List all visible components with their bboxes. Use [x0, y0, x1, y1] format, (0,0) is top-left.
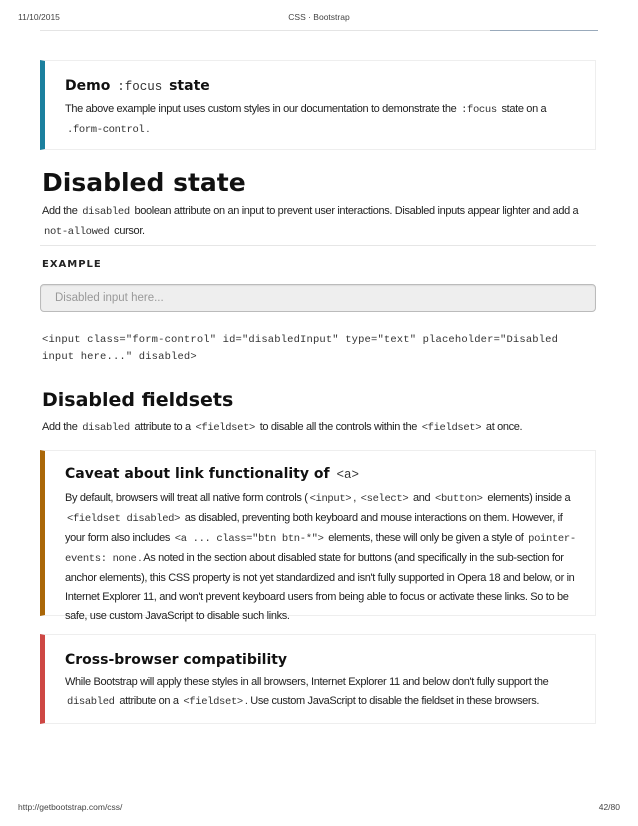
inline-code: <select>: [360, 493, 409, 505]
page-number: 42/80: [598, 802, 620, 812]
inline-text: to disable all the controls within the: [256, 421, 420, 433]
callout-title-text-end: state: [169, 78, 210, 94]
inline-text: .: [146, 123, 150, 135]
inline-text: elements, these will only be given a style of: [325, 532, 527, 544]
callout-title: Cross-browser compatibility: [65, 652, 288, 668]
inline-text: By default, browsers will treat all native form controls (: [65, 492, 308, 504]
inline-text: cursor.: [111, 225, 145, 237]
code-snippet: <input class="form-control" id="disabledInput" type="text" placeholder="Disabled input here..." disabled>: [42, 334, 565, 363]
browser-compatibility-callout: [40, 634, 596, 724]
callout-body: [65, 489, 581, 626]
inline-code: <input>: [309, 493, 352, 505]
disabled-fieldsets-description: [42, 418, 592, 438]
inline-code: <button>: [435, 493, 483, 505]
inline-code: <fieldset>: [183, 696, 243, 708]
inline-code: disabled: [82, 206, 130, 218]
example-label: EXAMPLE: [42, 259, 102, 270]
callout-body: [65, 673, 581, 712]
print-url: http://getbootstrap.com/css/: [18, 802, 123, 812]
inline-code: <fieldset>: [195, 422, 255, 434]
inline-code: .form-control: [67, 124, 145, 136]
inline-code: :focus: [461, 104, 497, 116]
inline-text: attribute to a: [131, 421, 194, 433]
inline-text: at once.: [483, 421, 523, 433]
inline-text: Add the: [42, 205, 81, 217]
section-heading-disabled-fieldsets: Disabled fieldsets: [42, 389, 234, 411]
callout-body: [65, 100, 581, 140]
focus-state-callout: [40, 60, 596, 150]
inline-text: ,: [353, 492, 359, 504]
code-block: [40, 324, 596, 368]
print-page-title: CSS · Bootstrap: [288, 12, 350, 22]
inline-code: <a ... class="btn btn-*">: [174, 533, 324, 545]
callout-title: [65, 78, 210, 94]
callout-title-text: Caveat about link functionality of: [65, 466, 330, 482]
header-accent-line: [490, 30, 598, 31]
inline-text: attribute on a: [116, 695, 182, 707]
callout-title-code: <a>: [336, 468, 359, 482]
disabled-state-description: [42, 202, 592, 242]
link-caveat-callout: [40, 450, 596, 622]
disabled-input[interactable]: [40, 284, 596, 312]
inline-code: not-allowed: [44, 226, 110, 238]
inline-text: . As noted in the section about disabled state for buttons (and specifically in the sub-section for anchor elements), this CSS property is not yet standardized and isn't fully supported in Opera 18 and below, or in Internet Explorer 11, and won't prevent keyboard users from being able to focus or activate these links. So to be safe, use custom JavaScript to disable such links.: [65, 552, 575, 622]
inline-code: pointer-events: none: [65, 533, 576, 565]
inline-text: state on a: [498, 103, 547, 115]
inline-code: disabled: [67, 696, 115, 708]
section-divider: [40, 245, 596, 246]
callout-title: [65, 466, 361, 482]
inline-text: While Bootstrap will apply these styles in all browsers, Internet Explorer 11 and below don't fully support the: [65, 676, 549, 688]
inline-text: elements) inside a: [484, 492, 571, 504]
callout-title-text: Demo: [65, 78, 111, 94]
inline-text: as disabled, preventing both keyboard and mouse interactions on them. However, if your form also includes: [65, 512, 563, 544]
inline-code: disabled: [82, 422, 130, 434]
inline-code: <fieldset disabled>: [67, 513, 181, 525]
inline-text: Add the: [42, 421, 81, 433]
inline-text: The above example input uses custom styles in our documentation to demonstrate the: [65, 103, 460, 115]
callout-title-code: :focus: [117, 80, 163, 94]
print-date: 11/10/2015: [18, 12, 60, 22]
inline-text: . Use custom JavaScript to disable the fieldset in these browsers.: [244, 695, 540, 707]
inline-text: and: [410, 492, 433, 504]
section-heading-disabled-state: Disabled state: [42, 168, 246, 197]
inline-code: <fieldset>: [421, 422, 482, 434]
inline-text: boolean attribute on an input to prevent user interactions. Disabled inputs appear lighter and add a: [131, 205, 579, 217]
